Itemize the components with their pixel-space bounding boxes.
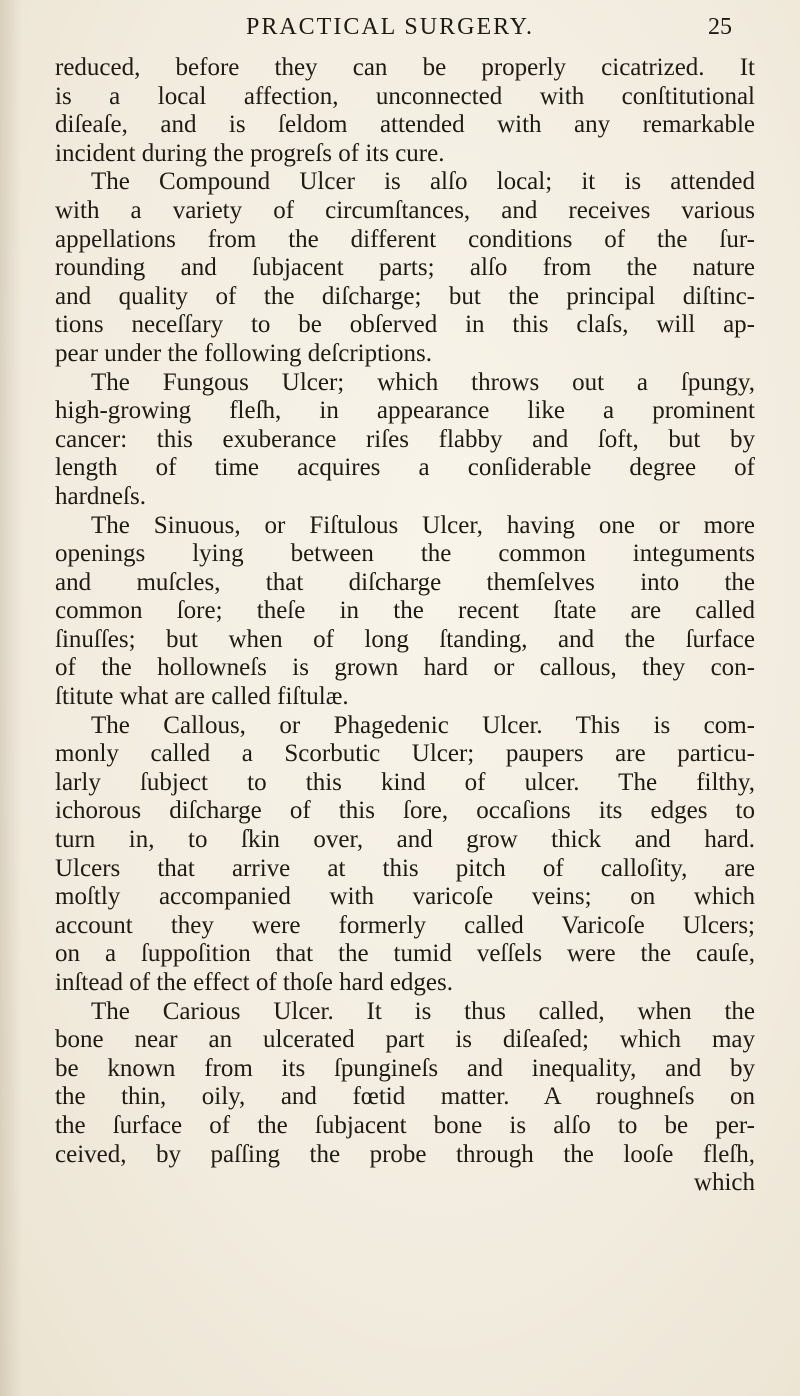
text-line: Ulcers that arrive at this pitch of calloſity, are [55, 854, 755, 882]
text-line: appellations from the different conditions of the ſur- [55, 225, 755, 253]
text-line: be known from its ſpungineſs and inequality, and by [55, 1054, 755, 1082]
text-line: ſinuſſes; but when of long ſtanding, and the ſurface [55, 625, 755, 653]
text-line: The Sinuous, or Fiſtulous Ulcer, having one or more [91, 511, 755, 539]
text-line: high-growing fleſh, in appearance like a prominent [55, 397, 755, 425]
text-line: openings lying between the common integuments [55, 540, 755, 568]
body-text [55, 54, 755, 1198]
text-line: turn in, to ſkin over, and grow thick and hard. [55, 826, 755, 854]
catchword: which [693, 1169, 755, 1197]
text-line: The Callous, or Phagedenic Ulcer. This is com- [91, 711, 755, 739]
text-line: inſtead of the effect of thoſe hard edges. [55, 969, 453, 996]
text-line: The Carious Ulcer. It is thus called, when the [91, 997, 755, 1025]
text-line: rounding and ſubjacent parts; alſo from the nature [55, 254, 755, 282]
text-line: and muſcles, that diſcharge themſelves into the [55, 568, 755, 596]
text-line: incident during the progreſs of its cure. [55, 139, 445, 167]
text-line: reduced, before they can be properly cicatrized. It [55, 54, 755, 81]
text-line: moſtly accompanied with varicoſe veins; on which [55, 883, 755, 911]
text-line: common ſore; theſe in the recent ſtate are called [55, 597, 755, 625]
text-line: monly called a Scorbutic Ulcer; paupers are particu- [55, 740, 755, 768]
text-line: larly ſubject to this kind of ulcer. The filthy, [55, 768, 755, 796]
page-header [0, 14, 800, 50]
text-line: bone near an ulcerated part is diſeaſed; which may [55, 1026, 755, 1054]
text-line: is a local affection, unconnected with conſtitutional [55, 82, 755, 110]
text-line: tions neceſſary to be obſerved in this claſs, will ap- [55, 311, 755, 339]
page-gutter-shadow [0, 0, 22, 1396]
text-line: with a variety of circumſtances, and receives various [55, 196, 755, 224]
text-line: The Fungous Ulcer; which throws out a ſpungy, [91, 368, 755, 396]
text-line: ceived, by paſſing the probe through the looſe fleſh, [55, 1140, 755, 1168]
text-line: cancer: this exuberance riſes flabby and ſoft, but by [55, 425, 755, 453]
text-line: hardneſs. [55, 482, 146, 510]
text-line: length of time acquires a conſiderable degree of [55, 454, 755, 482]
text-line: ichorous diſcharge of this ſore, occaſions its edges to [55, 797, 755, 825]
text-line: on a ſuppoſition that the tumid veſſels were the cauſe, [55, 940, 755, 968]
text-line: The Compound Ulcer is alſo local; it is attended [91, 168, 755, 196]
text-line: the thin, oily, and fœtid matter. A roughneſs on [55, 1083, 755, 1111]
text-line: pear under the following deſcriptions. [55, 339, 432, 367]
running-title: PRACTICAL SURGERY. [245, 14, 535, 40]
text-line: account they were formerly called Varicoſe Ulcers; [55, 911, 755, 939]
text-line: diſeaſe, and is ſeldom attended with any remarkable [55, 111, 755, 139]
text-line: and quality of the diſcharge; but the principal diſtinc- [55, 282, 755, 310]
page-number: 25 [708, 14, 732, 40]
text-line: ſtitute what are called fiſtulæ. [55, 683, 349, 711]
text-line: of the hollowneſs is grown hard or callous, they con- [55, 654, 755, 682]
text-line: the ſurface of the ſubjacent bone is alſo to be per- [55, 1111, 755, 1139]
